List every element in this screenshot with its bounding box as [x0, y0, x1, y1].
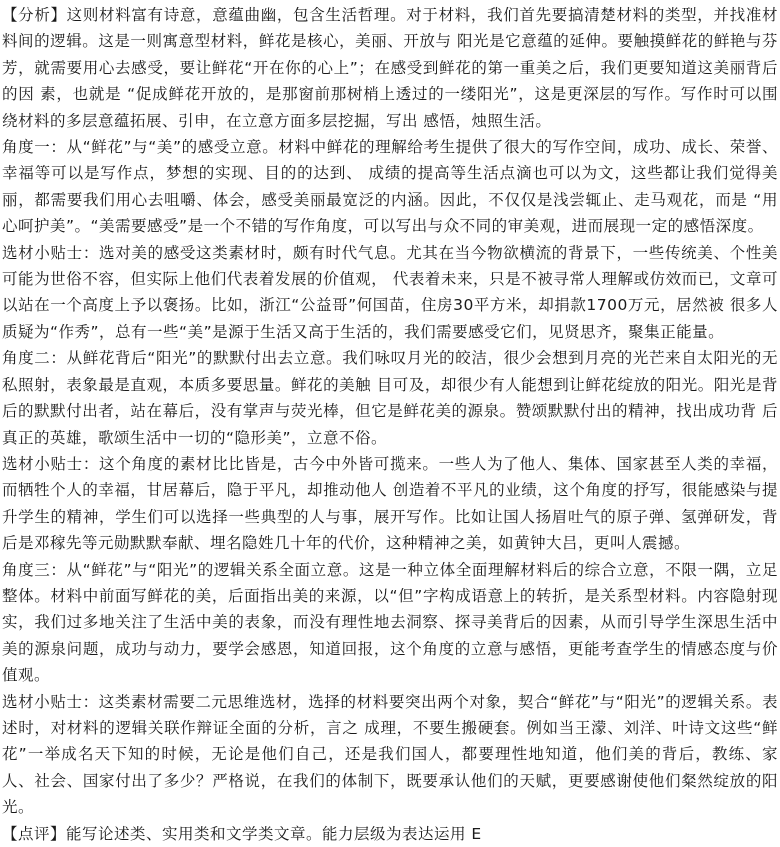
material-tip-three-paragraph: 选材小贴士：这类素材需要二元思维选材，选择的材料要突出两个对象，契合“鲜花”与“阳光”的逻辑关系。表述时，对材料的逻辑关联作辩证全面的分析，言之 成理，不要生搬硬套。例如当王濛、刘洋、叶诗文这些“鲜花”一举成名天下知的时候，无论是他们自己，还是我们国人，都要理性地知道，他们美的背后，教练、家人、社会、国家付出了多少？严格说，在我们的体制下，既要承认他们的天赋，更要感谢使他们粲然绽放的阳光。 — [2, 692, 778, 817]
angle-two-paragraph: 角度二：从鲜花背后“阳光”的默默付出去立意。我们咏叹月光的皎洁，很少会想到月亮的光芒来自太阳光的无私照射，表象最是直观，本质多要思量。鲜花的美触 目可及，却很少有人能想到让鲜花绽放的阳光。阳光是背后的默默付出者，站在幕后，没有掌声与荧光棒，但它是鲜花美的源泉。赞颂默默付出的精神，找出成功背 后真正的英雄，歌颂生活中一切的“隐形美”，立意不俗。 — [2, 349, 778, 447]
angle-one-paragraph: 角度一：从“鲜花”与“美”的感受立意。材料中鲜花的理解给考生提供了很大的写作空间，成功、成长、荣誉、幸福等可以是写作点，梦想的实现、目的的达到、 成绩的提高等生活点滴也可以为文，这些都让我们觉得美丽，都需要我们用心去咀嚼、体会，感受美丽最宽泛的内涵。因此，不仅仅是浅尝辄止、走马观花，而是 “用心呵护美”。“美需要感受”是一个不错的写作角度，可以写出与众不同的审美观，进而展现一定的感悟深度。 — [2, 138, 778, 236]
comment-paragraph: 【点评】能写论述类、实用类和文学类文章。能力层级为表达运用 E — [2, 824, 482, 843]
material-tip-one-paragraph: 选材小贴士：选对美的感受这类素材时，颇有时代气息。尤其在当今物欲横流的背景下，一些传统美、个性美可能为世俗不容，但实际上他们代表着发展的价值观， 代表着未来，只是不被寻常人理解或仿效而已，文章可以站在一个高度上予以褒扬。比如，浙江“公益哥”何国苗，住房30平方米，却捐款1700万元，居然被 很多人质疑为“作秀”，总有一些“美”是源于生活又高于生活的，我们需要感受它们，见贤思齐，聚集正能量。 — [2, 243, 778, 341]
analysis-paragraph: 【分析】这则材料富有诗意，意蕴曲幽，包含生活哲理。对于材料，我们首先要搞清楚材料的类型，并找准材料间的逻辑。这是一则寓意型材料，鲜花是核心，美丽、开放与 阳光是它意蕴的延伸。要触摸鲜花的鲜艳与芬芳，就需要用心去感受，要让鲜花“开在你的心上”；在感受到鲜花的第一重美之后，我们更要知道这美丽背后的因 素，也就是 “促成鲜花开放的，是那窗前那树梢上透过的一缕阳光”，这是更深层的写作。写作时可以围绕材料的多层意蕴拓展、引申，在立意方面多层挖掘，写出 感悟，烛照生活。 — [2, 6, 778, 130]
angle-three-paragraph: 角度三：从“鲜花”与“阳光”的逻辑关系全面立意。这是一种立体全面理解材料后的综合立意，不限一隅，立足整体。材料中前面写鲜花的美，后面指出美的来源，以“但”字构成语意上的转折，是关系型材料。内容隐射现实，我们过多地关注了生活中美的表象，而没有理性地去洞察、探寻美背后的因素，从而引导学生深思生活中美的源泉问题，成功与动力，要学会感恩，知道回报，这个角度的立意与感悟，更能考查学生的情感态度与价值观。 — [2, 560, 778, 685]
material-tip-two-paragraph: 选材小贴士：这个角度的素材比比皆是，古今中外皆可揽来。一些人为了他人、集体、国家甚至人类的幸福，而牺牲个人的幸福，甘居幕后，隐于平凡，却推动他人 创造着不平凡的业绩，这个角度的抒写，很能感染与提升学生的精神，学生们可以选择一些典型的人与事，展开写作。比如让国人扬眉吐气的原子弹、氢弹研发，背 后是邓稼先等元勋默默奉献、埋名隐姓几十年的代价，这种精神之美，如黄钟大吕，更叫人震撼。 — [2, 454, 778, 553]
